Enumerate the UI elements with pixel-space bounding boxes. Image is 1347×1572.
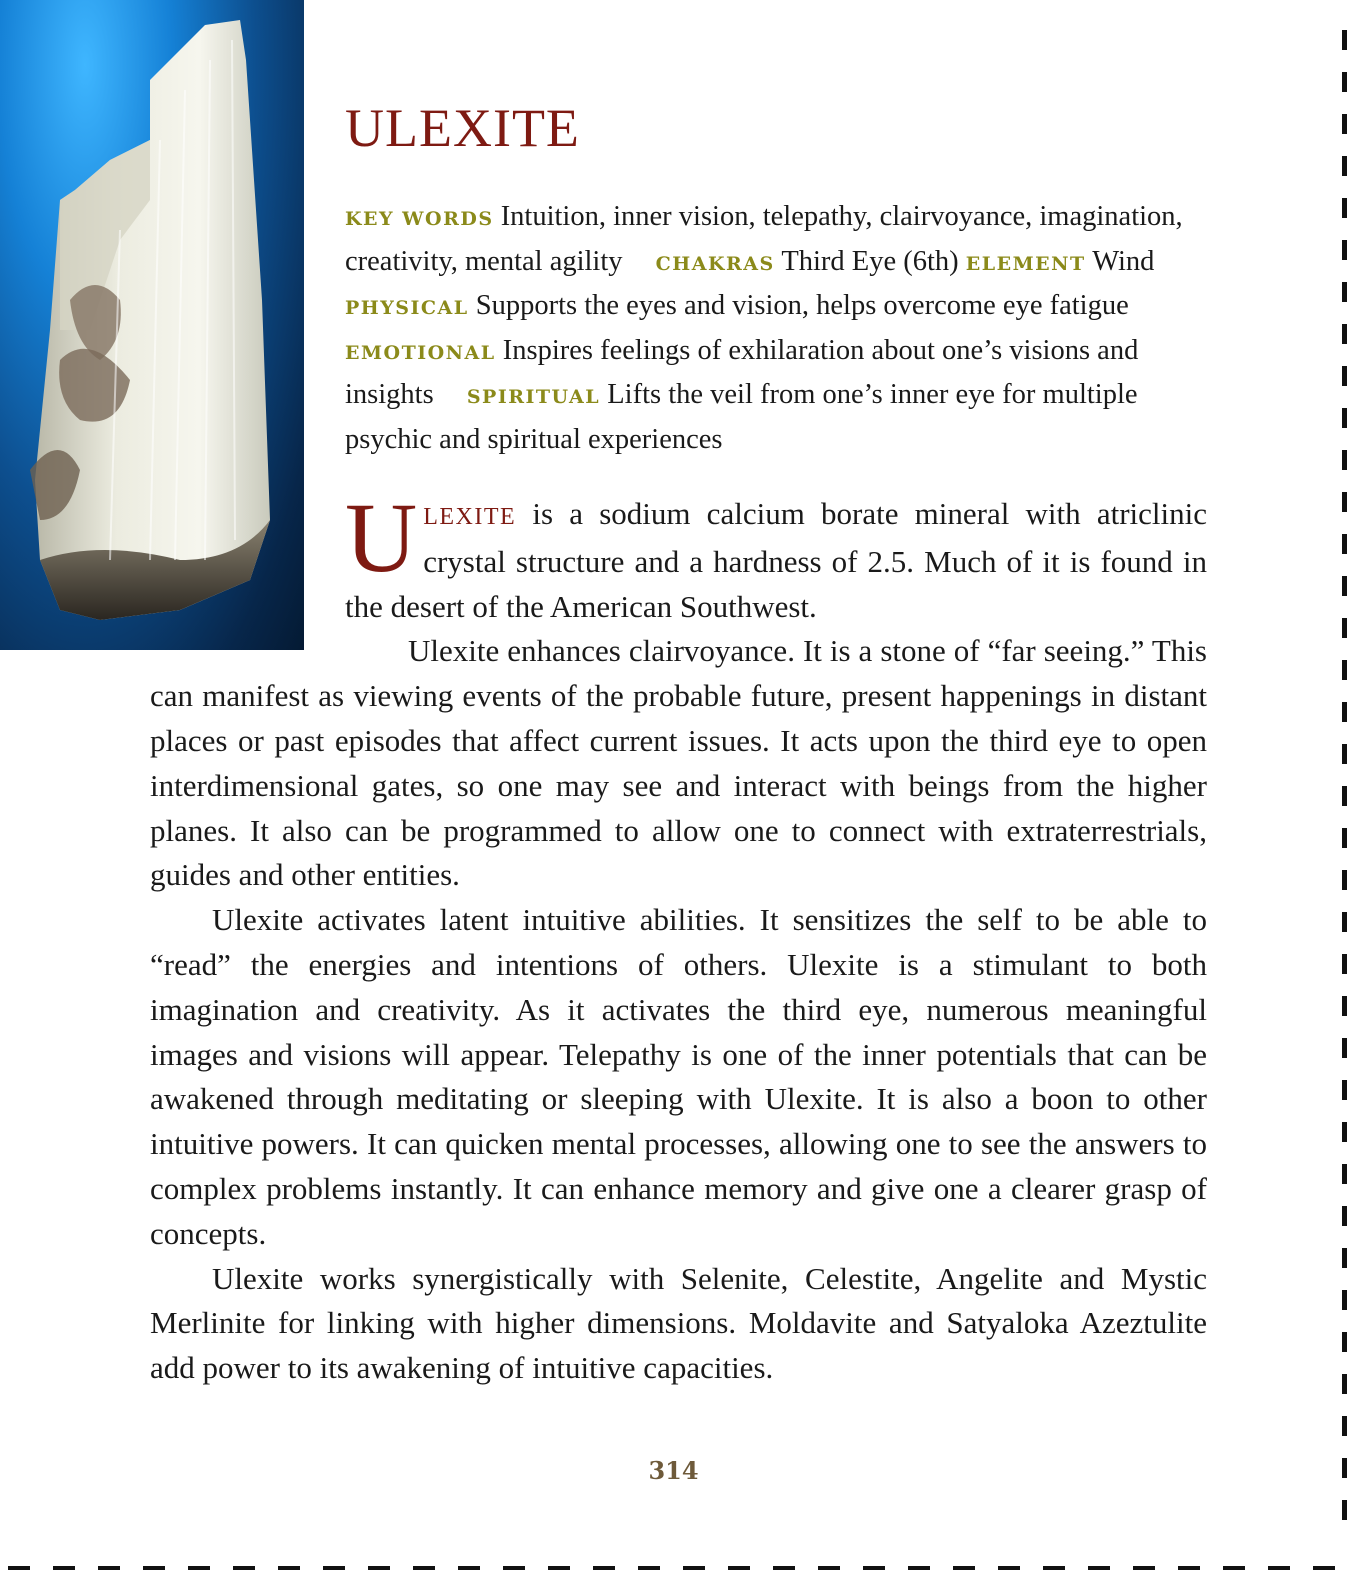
edge-mark: [1342, 30, 1347, 50]
edge-mark: [1342, 492, 1347, 512]
edge-mark: [1342, 912, 1347, 932]
edge-mark: [188, 1566, 210, 1570]
edge-mark: [1178, 1566, 1200, 1570]
edge-mark: [1342, 954, 1347, 974]
edge-mark: [1342, 702, 1347, 722]
properties-block: [345, 196, 1205, 461]
edge-mark: [998, 1566, 1020, 1570]
edge-mark: [1342, 1332, 1347, 1352]
edge-mark: [1342, 1080, 1347, 1100]
edge-mark: [1342, 996, 1347, 1016]
edge-mark: [1313, 1566, 1335, 1570]
edge-mark: [1342, 618, 1347, 638]
paragraph-3: Ulexite activates latent intuitive abilities. It sensitizes the self to be able to “read” the energies and intentions of others. Ulexite is a stimulant to both imagination and creativity. As it activates the third eye, numerous meaningful images and visions will appear. Telepathy is one of the inner potentials that can be awakened through meditating or sleeping with Ulexite. It is also a boon to other intuitive powers. It can quicken mental processes, allowing one to see the answers to complex problems instantly. It can enhance memory and give one a clearer grasp of concepts.: [150, 902, 1207, 1251]
key-words-value: Intuition, inner vision, telepathy, clairvoyance, imagination, creativity, mental agility: [345, 201, 1183, 277]
edge-mark: [818, 1566, 840, 1570]
crop-marks-right: [1341, 30, 1347, 1530]
edge-mark: [413, 1566, 435, 1570]
edge-mark: [1342, 366, 1347, 386]
edge-mark: [1342, 1164, 1347, 1184]
body-text: [150, 482, 1207, 1391]
spiritual-value: Lifts the veil from one’s inner eye for multiple psychic and spiritual experiences: [345, 379, 1138, 455]
edge-mark: [1342, 534, 1347, 554]
edge-mark: [1342, 786, 1347, 806]
edge-mark: [1342, 828, 1347, 848]
edge-mark: [1342, 72, 1347, 92]
edge-mark: [1342, 156, 1347, 176]
edge-mark: [683, 1566, 705, 1570]
edge-mark: [1342, 1206, 1347, 1226]
edge-mark: [1268, 1566, 1290, 1570]
edge-mark: [863, 1566, 885, 1570]
edge-mark: [593, 1566, 615, 1570]
paragraph-4: Ulexite works synergistically with Selenite, Celestite, Angelite and Mystic Merlinite for linking with higher dimensions. Moldavite and Satyaloka Azeztulite add power to its awakening of intuitive capacities.: [150, 1260, 1207, 1386]
element-value: Wind: [1092, 245, 1155, 277]
edge-mark: [1223, 1566, 1245, 1570]
edge-mark: [1342, 1416, 1347, 1436]
edge-mark: [1342, 576, 1347, 596]
edge-mark: [1133, 1566, 1155, 1570]
edge-mark: [98, 1566, 120, 1570]
edge-mark: [728, 1566, 750, 1570]
edge-mark: [278, 1566, 300, 1570]
crop-marks-bottom: [0, 1564, 1347, 1572]
paragraph-1-text: is a sodium calcium borate mineral with atriclinic crystal structure and a hardness of 2.5. Much of it is found in the desert of the American Southwest.: [345, 496, 1207, 624]
edge-mark: [503, 1566, 525, 1570]
edge-mark: [1342, 1374, 1347, 1394]
edge-mark: [368, 1566, 390, 1570]
edge-mark: [53, 1566, 75, 1570]
edge-mark: [1342, 870, 1347, 890]
edge-mark: [458, 1566, 480, 1570]
edge-mark: [1342, 1122, 1347, 1142]
edge-mark: [1342, 1458, 1347, 1478]
chakras-label: CHAKRAS: [655, 252, 775, 275]
edge-mark: [773, 1566, 795, 1570]
physical-value: Supports the eyes and vision, helps overcome eye fatigue: [475, 290, 1129, 322]
edge-mark: [953, 1566, 975, 1570]
edge-mark: [1342, 282, 1347, 302]
edge-mark: [908, 1566, 930, 1570]
edge-mark: [143, 1566, 165, 1570]
edge-mark: [1342, 450, 1347, 470]
physical-label: PHYSICAL: [345, 297, 469, 320]
edge-mark: [1342, 1038, 1347, 1058]
edge-mark: [1342, 198, 1347, 218]
page-title: ULEXITE: [345, 98, 580, 158]
edge-mark: [1342, 1500, 1347, 1520]
edge-mark: [1342, 660, 1347, 680]
edge-mark: [638, 1566, 660, 1570]
edge-mark: [1342, 324, 1347, 344]
edge-mark: [548, 1566, 570, 1570]
element-label: ELEMENT: [965, 252, 1086, 275]
spiritual-label: SPIRITUAL: [466, 386, 601, 409]
key-words-label: KEY WORDS: [345, 208, 494, 230]
edge-mark: [8, 1566, 30, 1570]
page-number: 314: [648, 1456, 699, 1485]
emotional-value: Inspires feelings of exhilaration about one’s visions and insights: [345, 334, 1139, 411]
chakras-value: Third Eye (6th): [781, 245, 959, 277]
edge-mark: [1342, 240, 1347, 260]
edge-mark: [233, 1566, 255, 1570]
edge-mark: [1342, 1290, 1347, 1310]
edge-mark: [1342, 744, 1347, 764]
emotional-label: EMOTIONAL: [345, 341, 496, 364]
image-wrap-spacer: [150, 492, 345, 628]
edge-mark: [1043, 1566, 1065, 1570]
edge-mark: [1342, 408, 1347, 428]
edge-mark: [1342, 1248, 1347, 1268]
drop-cap: U: [345, 482, 418, 593]
paragraph-2: Ulexite enhances clairvoyance. It is a stone of “far seeing.” This can manifest as viewing events of the probable future, present happenings in distant places or past episodes that affect current issues. It acts upon the third eye to open interdimensional gates, so one may see and interact with beings from the higher planes. It also can be programmed to allow one to connect with extraterrestrials, guides and other entities.: [150, 633, 1207, 893]
edge-mark: [1088, 1566, 1110, 1570]
edge-mark: [323, 1566, 345, 1570]
first-word-smallcaps: LEXITE: [423, 504, 517, 530]
edge-mark: [1342, 114, 1347, 134]
